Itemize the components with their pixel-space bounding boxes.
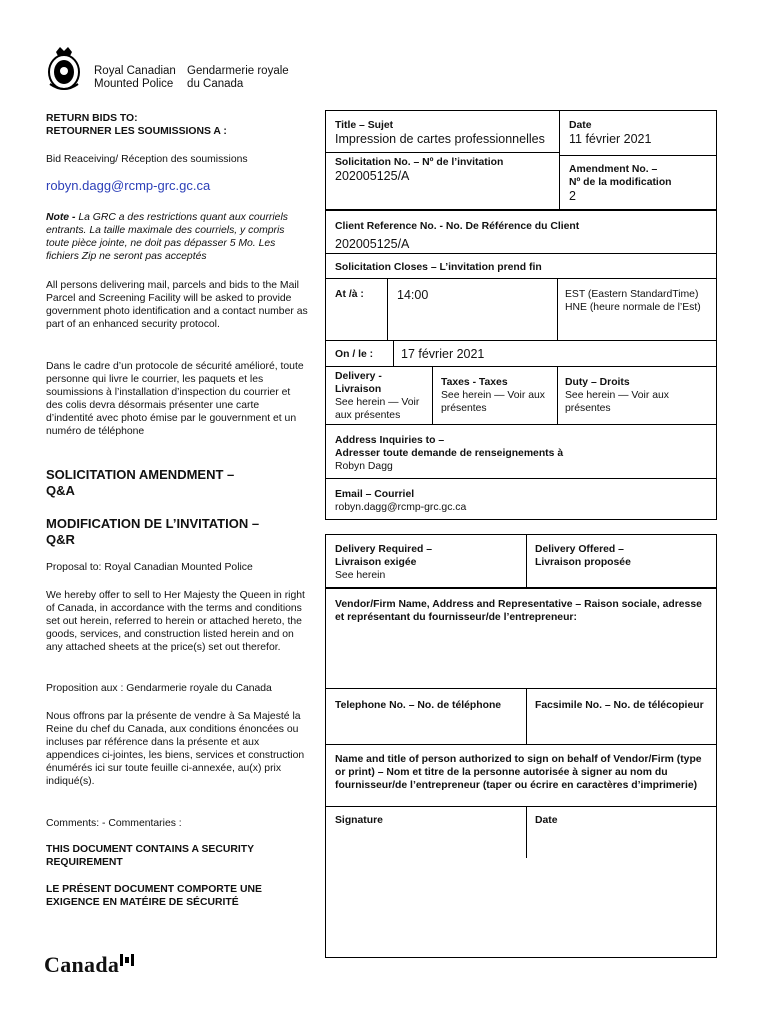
- comments-label: Comments: - Commentaries :: [46, 818, 182, 829]
- return-bids-en: RETURN BIDS TO:: [46, 113, 138, 124]
- org-fr-line1: Gendarmerie royale: [187, 65, 289, 77]
- taxes-field: [435, 373, 557, 418]
- inquiries-value: Robyn Dagg: [335, 461, 393, 472]
- inquiries-field: [329, 431, 713, 476]
- delivery-value: See herein — Voir aux présentes: [335, 397, 420, 421]
- offer-en: We hereby offer to sell to Her Majesty the Queen in right of Canada, in accordance with the terms and conditions set out herein, referred to herein or attached hereto, the goods, services, and construction listed herein and on any attached sheets at the price(s) set out therefor.: [46, 590, 305, 653]
- signature-label: Signature: [335, 815, 383, 826]
- org-en-line2: Mounted Police: [94, 78, 174, 90]
- delivery-field: [329, 367, 432, 425]
- org-fr-line2: du Canada: [187, 78, 244, 90]
- date-label: Date: [569, 120, 592, 131]
- amendment-heading-en-line2: Q&A: [46, 483, 75, 498]
- signature-date-label: Date: [535, 815, 558, 826]
- delivery-required-field: [329, 540, 525, 585]
- proposal-fr: Proposition aux : Gendarmerie royale du Canada: [46, 683, 272, 694]
- delivery-offered-label-2: Livraison proposée: [535, 557, 631, 568]
- at-label: At /à :: [335, 289, 364, 300]
- amendment-heading-en-line1: SOLICITATION AMENDMENT –: [46, 467, 235, 482]
- amendment-label-1: Amendment No. –: [569, 164, 658, 175]
- org-name: [94, 65, 297, 91]
- rcmp-crest-icon: [44, 44, 84, 92]
- amendment-value: 2: [569, 189, 576, 203]
- vendor-label: Vendor/Firm Name, Address and Representative – Raison sociale, adresse et représentant du fournisseur/de l’entrepreneur:: [335, 599, 702, 623]
- facsimile-label: Facsimile No. – No. de télécopieur: [535, 700, 704, 711]
- duty-field: [559, 373, 717, 418]
- amendment-heading-fr: [46, 516, 308, 548]
- date-value: 11 février 2021: [569, 132, 652, 146]
- offer-fr: Nous offrons par la présente de vendre à Sa Majesté la Reine du chef du Canada, aux conditions énoncées ou incluses par référence dans la présente et aux appendices ci-jointes, les biens, services et construction énumérés ici sur toute feuille ci-annexée, au(x) prix indiqué(s).: [46, 711, 305, 787]
- security-notice-en: All persons delivering mail, parcels and bids to the Mail Parcel and Screening Facility will be asked to provide government photo identification and a contact number as part of an enhanced security protocol.: [46, 280, 308, 330]
- amendment-heading-fr-line1: MODIFICATION DE L’INVITATION –: [46, 516, 260, 531]
- solicitation-field: [329, 153, 559, 187]
- note-label: Note -: [46, 212, 76, 223]
- at-value: 14:00: [397, 288, 429, 302]
- delivery-label: Delivery - Livraison: [335, 371, 382, 395]
- client-ref-field: [329, 217, 713, 255]
- amendment-heading-fr-line2: Q&R: [46, 532, 75, 547]
- date-field: [563, 116, 713, 150]
- amendment-label-2: Nº de la modification: [569, 177, 672, 188]
- on-value: 17 février 2021: [401, 347, 485, 361]
- amendment-heading-en: [46, 467, 308, 499]
- authorized-label: Name and title of person authorized to sign on behalf of Vendor/Firm (type or print) – Nom et titre de la personne autorisée à signer au nom du fournisseur/de l’entrepreneur (taper ou écrire en caractères d’imprimerie): [335, 754, 702, 791]
- canada-wordmark-text: Canada: [44, 952, 120, 977]
- security-requirement-fr: LE PRÉSENT DOCUMENT COMPORTE UNE EXIGENCE EN MATÉIRE DE SÉCURITÉ: [46, 884, 262, 908]
- delivery-required-value: See herein: [335, 570, 386, 581]
- taxes-value: See herein — Voir aux présentes: [441, 390, 545, 414]
- email-label: Email – Courriel: [335, 489, 415, 500]
- duty-value: See herein — Voir aux présentes: [565, 390, 669, 414]
- title-field: [329, 116, 559, 150]
- security-requirement-en: THIS DOCUMENT CONTAINS A SECURITY REQUIREMENT: [46, 844, 254, 868]
- client-ref-label: Client Reference No. - No. De Référence du Client: [335, 221, 580, 232]
- delivery-offered-field: [529, 540, 715, 572]
- canada-flag-icon: [120, 954, 134, 966]
- title-label: Title – Sujet: [335, 120, 394, 131]
- return-bids-fr: RETOURNER LES SOUMISSIONS A :: [46, 126, 227, 137]
- email-note: [46, 211, 308, 263]
- title-value: Impression de cartes professionnelles: [335, 132, 545, 146]
- inquiries-label-1: Address Inquiries to –: [335, 435, 445, 446]
- taxes-label: Taxes - Taxes: [441, 377, 508, 388]
- org-en-line1: Royal Canadian: [94, 65, 176, 77]
- note-text: La GRC a des restrictions quant aux courriels entrants. La taille maximale des courriels, y compris toute pièce jointe, ne doit pas dépasser 5 Mo. Les fichiers Zip ne seront pas acceptés: [46, 212, 288, 262]
- solicitation-label: Solicitation No. – Nº de l’invitation: [335, 157, 504, 168]
- delivery-offered-label-1: Delivery Offered –: [535, 544, 624, 555]
- return-email-link[interactable]: robyn.dagg@rcmp-grc.gc.ca: [46, 178, 211, 193]
- on-label: On / le :: [335, 349, 374, 360]
- telephone-label: Telephone No. – No. de téléphone: [335, 700, 502, 711]
- email-field: [329, 485, 713, 517]
- amendment-field: [563, 160, 713, 207]
- client-ref-value: 202005125/A: [335, 237, 410, 251]
- inquiries-label-2: Adresser toute demande de renseignements à: [335, 448, 564, 459]
- bid-receiving: Bid Reaceiving/ Réception des soumissions: [46, 154, 248, 165]
- rcmp-logo: [44, 44, 304, 94]
- canada-wordmark: [44, 952, 134, 978]
- timezone-value: EST (Eastern StandardTime) HNE (heure normale de l’Est): [565, 289, 701, 313]
- security-notice-fr: Dans le cadre d’un protocole de sécurité amélioré, toute personne qui livre le courrier, les paquets et les soumissions à l’installation d’inspection du courrier et des colis devra désormais présenter une carte d’indentité avec photo émise par le gouvernment et un numéro de téléphone: [46, 361, 304, 437]
- proposal-en: Proposal to: Royal Canadian Mounted Police: [46, 562, 253, 573]
- duty-label: Duty – Droits: [565, 377, 630, 388]
- delivery-required-label-1: Delivery Required –: [335, 544, 433, 555]
- solicitation-value: 202005125/A: [335, 169, 410, 183]
- email-value: robyn.dagg@rcmp-grc.gc.ca: [335, 502, 467, 513]
- delivery-required-label-2: Livraison exigée: [335, 557, 417, 568]
- closes-label: Solicitation Closes – L’invitation prend fin: [335, 262, 542, 273]
